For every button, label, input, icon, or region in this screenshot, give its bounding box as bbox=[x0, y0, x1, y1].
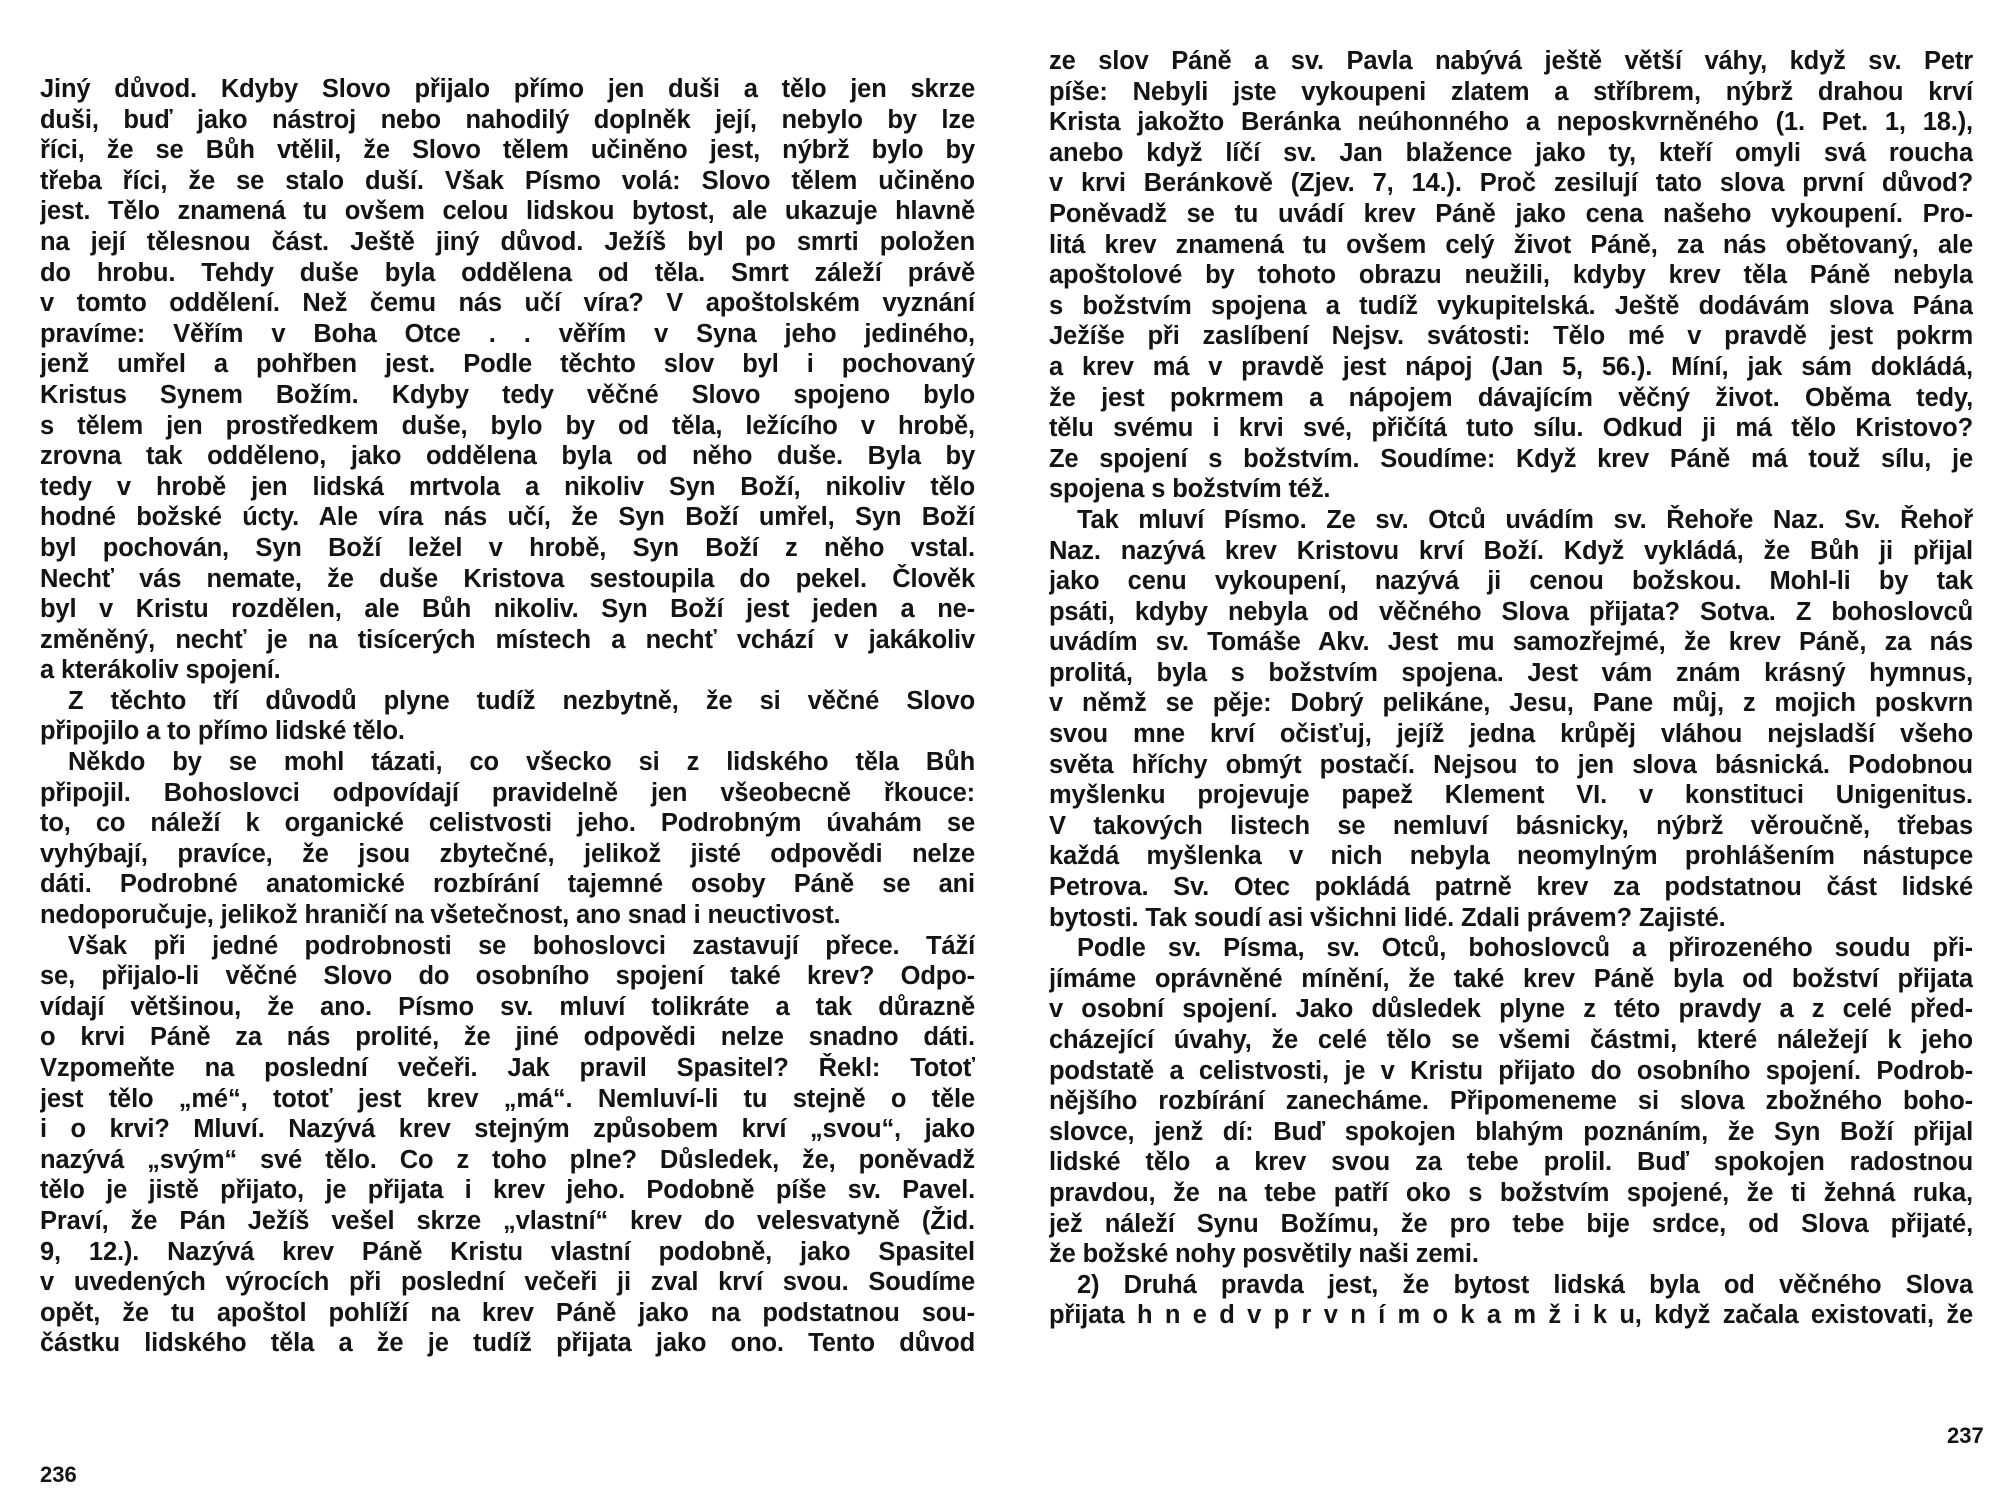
text-line: pravdou, že na tebe patří oko s božstvím spojené, že ti žehná ruka, bbox=[1049, 1178, 1973, 1207]
text-line: myšlenku projevuje papež Klement VI. v konstituci Unigenitus. bbox=[1049, 781, 1973, 810]
text-line: nějšího rozbírání zanecháme. Připomeneme si slova zbožného boho- bbox=[1049, 1087, 1973, 1116]
text-line: psáti, kdyby nebyla od věčného Slova přijata? Sotva. Z bohoslovců bbox=[1049, 597, 1973, 626]
text-line: zrovna tak odděleno, jako oddělena byla od něho duše. Byla by bbox=[40, 442, 975, 471]
right-page bbox=[1003, 0, 2006, 1500]
text-line: Někdo by se mohl tázati, co všecko si z lidského těla Bůh bbox=[68, 748, 975, 777]
text-line: a krev má v pravdě jest nápoj (Jan 5, 56.). Míní, jak sám dokládá, bbox=[1049, 352, 1973, 381]
text-line: s tělem jen prostředkem duše, bylo by od těla, ležícího v hrobě, bbox=[40, 411, 975, 440]
text-line: že jest pokrmem a nápojem dávajícím věčný život. Oběma tedy, bbox=[1049, 383, 1973, 412]
text-line: prolitá, byla s božstvím spojena. Jest vám znám krásný hymnus, bbox=[1049, 658, 1973, 687]
text-line: Ze spojení s božstvím. Soudíme: Když krev Páně má touž sílu, je bbox=[1049, 444, 1973, 473]
text-line: bytosti. Tak soudí asi všichni lidé. Zdali právem? Zajisté. bbox=[1049, 903, 1726, 932]
text-line: anebo když líčí sv. Jan blažence jako ty, kteří omyli svá roucha bbox=[1049, 138, 1973, 167]
text-line: podstatě a celistvosti, je v Kristu přijato do osobního spojení. Podrob- bbox=[1049, 1056, 1973, 1085]
text-line: Nechť vás nemate, že duše Kristova sestoupila do pekel. Člověk bbox=[40, 564, 975, 593]
text-line: jako cenu vykoupení, nazývá ji cenou božskou. Mohl-li by tak bbox=[1049, 567, 1973, 596]
text-line: slovce, jenž dí: Buď spokojen blahým poznáním, že Syn Boží přijal bbox=[1049, 1117, 1973, 1146]
text-line: litá krev znamená tu ovšem celý život Páně, za nás obětovaný, ale bbox=[1049, 230, 1973, 259]
text-line: jež náleží Synu Božímu, že pro tebe bije srdce, od Slova přijaté, bbox=[1049, 1209, 1973, 1238]
text-line: duši, buď jako nástroj nebo nahodilý doplněk její, nebylo by lze bbox=[40, 105, 975, 134]
text-line: to, co náleží k organické celistvosti jeho. Podrobným úvahám se bbox=[40, 809, 975, 838]
text-line: s božstvím spojena a tudíž vykupitelská. Ještě dodávám slova Pána bbox=[1049, 291, 1973, 320]
text-line: tělo je jistě přijato, je přijata i krev jeho. Podobně píše sv. Pavel. bbox=[40, 1176, 975, 1205]
right-page-number: 237 bbox=[1947, 1423, 1984, 1448]
text-line: lidské tělo a krev svou za tebe prolil. Buď spokojen radostnou bbox=[1049, 1148, 1973, 1177]
text-line: říci, že se Bůh vtělil, že Slovo tělem učiněno jest, nýbrž bylo by bbox=[40, 136, 975, 165]
text-line: nedoporučuje, jelikož hraničí na všetečnost, ano snad i neuctivost. bbox=[40, 901, 841, 930]
text-line: jímáme oprávněné mínění, že také krev Páně byla od božství přijata bbox=[1049, 964, 1973, 993]
text-line: vídají většinou, že ano. Písmo sv. mluví tolikráte a tak důrazně bbox=[40, 992, 975, 1021]
right-page-text bbox=[1049, 46, 1973, 1331]
text-line: Praví, že Pán Ježíš vešel skrze „vlastní“ krev do velesvatyně (Žid. bbox=[40, 1206, 975, 1235]
text-line: V takových listech se nemluví básnicky, nýbrž věroučně, třebas bbox=[1049, 811, 1973, 840]
text-line: v tomto oddělení. Než čemu nás učí víra? V apoštolském vyznání bbox=[40, 289, 975, 318]
text-line: Poněvadž se tu uvádí krev Páně jako cena našeho vykoupení. Pro- bbox=[1049, 199, 1973, 228]
text-line: Kristus Synem Božím. Kdyby tedy věčné Slovo spojeno bylo bbox=[40, 380, 975, 409]
text-line: připojil. Bohoslovci odpovídají pravidelně jen všeobecně řkouce: bbox=[40, 778, 975, 807]
text-line: dáti. Podrobné anatomické rozbírání tajemné osoby Páně se ani bbox=[40, 870, 975, 899]
text-line: i o krvi? Mluví. Nazývá krev stejným způsobem krví „svou“, jako bbox=[40, 1115, 975, 1144]
text-line: a kterákoliv spojení. bbox=[40, 656, 281, 685]
left-page-text bbox=[40, 74, 975, 1359]
text-line: Z těchto tří důvodů plyne tudíž nezbytně, že si věčné Slovo bbox=[68, 686, 975, 715]
text-line: světa hříchy obmýt postačí. Nejsou to jen slova básnická. Podobnou bbox=[1049, 750, 1973, 779]
text-line: v uvedených výrocích při poslední večeři ji zval krví svou. Soudíme bbox=[40, 1268, 975, 1297]
text-line: Jiný důvod. Kdyby Slovo přijalo přímo jen duši a tělo jen skrze bbox=[40, 75, 975, 103]
text-line: Naz. nazývá krev Kristovu krví Boží. Když vykládá, že Bůh ji přijal bbox=[1049, 536, 1973, 565]
text-line: přijata h n e d v p r v n í m o k a m ž i k u, když začala existovati, že bbox=[1049, 1301, 1973, 1330]
text-line: jest tělo „mé“, totoť jest krev „má“. Nemluví-li tu stejně o těle bbox=[40, 1084, 975, 1113]
text-line: uvádím sv. Tomáše Akv. Jest mu samozřejmé, že krev Páně, za nás bbox=[1049, 628, 1973, 657]
text-line: Ježíše při zaslíbení Nejsv. svátosti: Tělo mé v pravdě jest pokrm bbox=[1049, 322, 1973, 351]
text-line: tedy v hrobě jen lidská mrtvola a nikoliv Syn Boží, nikoliv tělo bbox=[40, 472, 975, 501]
text-line: ze slov Páně a sv. Pavla nabývá ještě větší váhy, když sv. Petr bbox=[1049, 47, 1973, 75]
text-line: 9, 12.). Nazývá krev Páně Kristu vlastní podobně, jako Spasitel bbox=[40, 1237, 975, 1266]
text-line: Však při jedné podrobnosti se bohoslovci zastavují přece. Táží bbox=[68, 931, 975, 960]
text-line: hodné božské úcty. Ale víra nás učí, že Syn Boží umřel, Syn Boží bbox=[40, 503, 975, 532]
text-line: 2) Druhá pravda jest, že bytost lidská byla od věčného Slova bbox=[1077, 1270, 1973, 1299]
text-line: Petrova. Sv. Otec pokládá patrně krev za podstatnou část lidské bbox=[1049, 873, 1973, 902]
text-line: cházející úvahy, že celé tělo se všemi částmi, které náležejí k jeho bbox=[1049, 1026, 1973, 1054]
text-line: nazývá „svým“ své tělo. Co z toho plne? Důsledek, že, poněvadž bbox=[40, 1145, 975, 1174]
text-line: Krista jakožto Beránka neúhonného a neposkvrněného (1. Pet. 1, 18.), bbox=[1049, 108, 1973, 137]
text-line: opět, že tu apoštol pohlíží na krev Páně jako na podstatnou sou- bbox=[40, 1298, 975, 1327]
text-line: třeba říci, že se stalo duší. Však Písmo volá: Slovo tělem učiněno bbox=[40, 166, 975, 195]
text-line: v krvi Beránkově (Zjev. 7, 14.). Proč zesilují tato slova první důvod? bbox=[1049, 169, 1973, 198]
text-line: apoštolové by tohoto obrazu neužili, kdyby krev těla Páně nebyla bbox=[1049, 261, 1973, 290]
text-line: se, přijalo-li věčné Slovo do osobního spojení také krev? Odpo- bbox=[40, 962, 975, 991]
text-line: byl v Kristu rozdělen, ale Bůh nikoliv. Syn Boží jest jeden a ne- bbox=[40, 595, 975, 624]
text-line: změněný, nechť je na tisícerých místech a nechť vchází v jakákoliv bbox=[40, 625, 975, 654]
text-line: v osobní spojení. Jako důsledek plyne z této pravdy a z celé před- bbox=[1049, 995, 1973, 1024]
text-line: připojilo a to přímo lidské tělo. bbox=[40, 717, 405, 746]
text-line: vyhýbají, pravíce, že jsou zbytečné, jelikož jisté odpovědi nelze bbox=[40, 839, 975, 868]
left-page-number: 236 bbox=[40, 1462, 77, 1487]
text-line: jest. Tělo znamená tu ovšem celou lidskou bytost, ale ukazuje hlavně bbox=[40, 197, 975, 226]
text-line: Tak mluví Písmo. Ze sv. Otců uvádím sv. Řehoře Naz. Sv. Řehoř bbox=[1077, 505, 1973, 534]
text-line: Podle sv. Písma, sv. Otců, bohoslovců a přirozeného soudu při- bbox=[1077, 934, 1973, 963]
text-line: do hrobu. Tehdy duše byla oddělena od těla. Smrt záleží právě bbox=[40, 258, 975, 287]
text-line: tělu svému i krvi své, přičítá tuto sílu. Odkud ji má tělo Kristovo? bbox=[1049, 414, 1973, 443]
text-line: píše: Nebyli jste vykoupeni zlatem a stříbrem, nýbrž drahou krví bbox=[1049, 77, 1973, 106]
text-line: byl pochován, Syn Boží ležel v hrobě, Syn Boží z něho vstal. bbox=[40, 533, 975, 562]
text-line: že božské nohy posvětily naši zemi. bbox=[1049, 1240, 1479, 1269]
text-line: na její tělesnou část. Ještě jiný důvod. Ježíš byl po smrti položen bbox=[40, 227, 975, 256]
text-line: spojena s božstvím též. bbox=[1049, 475, 1331, 504]
text-line: jenž umřel a pohřben jest. Podle těchto slov byl i pochovaný bbox=[40, 350, 975, 379]
text-line: v němž se pěje: Dobrý pelikáne, Jesu, Pane můj, z mojich poskvrn bbox=[1049, 689, 1973, 718]
text-line: každá myšlenka v nich nebyla neomylným prohlášením nástupce bbox=[1049, 842, 1973, 871]
text-line: o krvi Páně za nás prolité, že jiné odpovědi nelze snadno dáti. bbox=[40, 1023, 975, 1052]
text-line: pravíme: Věřím v Boha Otce . . věřím v Syna jeho jediného, bbox=[40, 319, 975, 348]
text-line: částku lidského těla a že je tudíž přijata jako ono. Tento důvod bbox=[40, 1329, 975, 1358]
text-line: svou mne krví očisťuj, jejíž jedna krůpěj vláhou nejsladší všeho bbox=[1049, 720, 1973, 749]
text-line: Vzpomeňte na poslední večeři. Jak pravil Spasitel? Řekl: Totoť bbox=[40, 1054, 975, 1082]
